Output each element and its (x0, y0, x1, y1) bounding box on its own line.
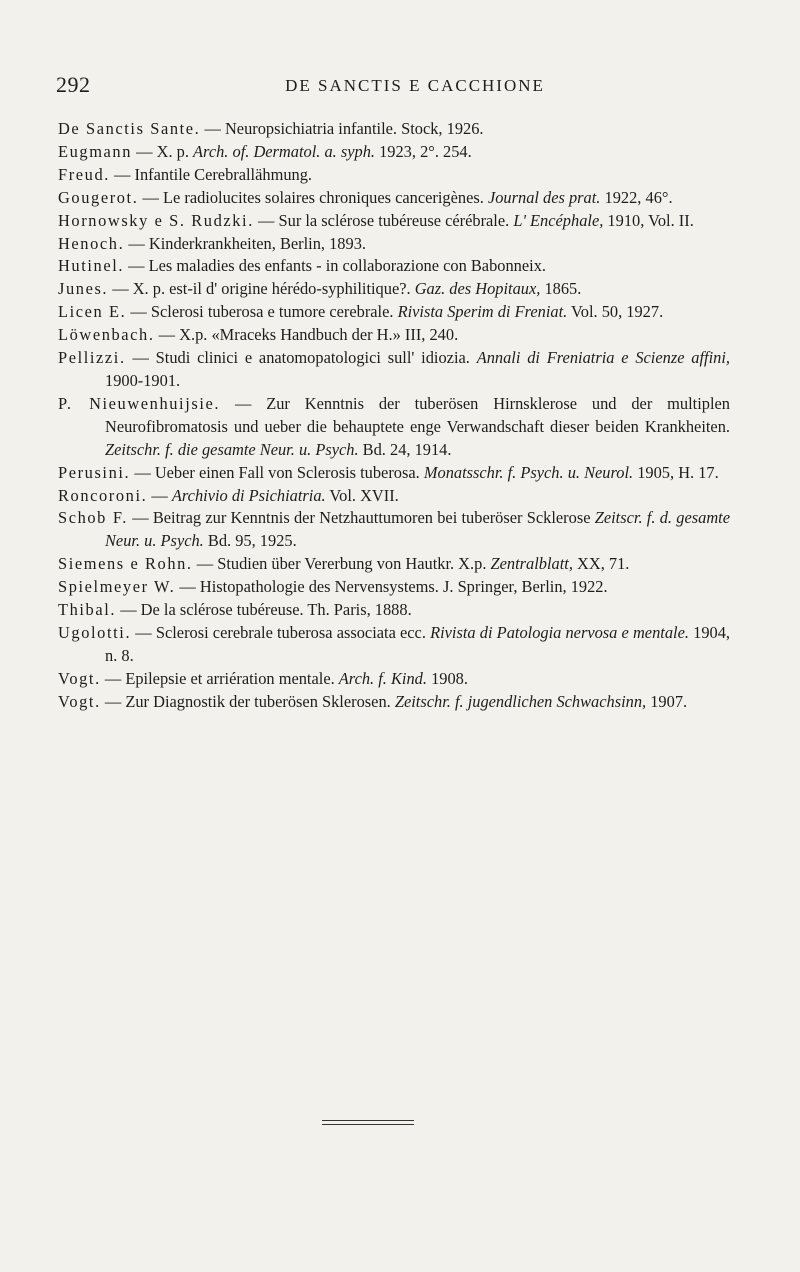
reference-text: — X. p. (132, 141, 194, 161)
reference-text: — Neuropsichiatria infantile. Stock, 1926. (200, 119, 484, 138)
reference-author: Perusini. (58, 462, 131, 482)
reference-text: — De la sclérose tubéreuse. Th. Paris, 1888. (116, 600, 412, 620)
reference-source: L' Encéphale, (513, 210, 604, 230)
reference-entry (58, 393, 730, 462)
reference-author: Freud. (58, 164, 110, 184)
reference-entry (58, 278, 730, 301)
reference-text: 1908. (426, 668, 468, 688)
reference-text: — Le radiolucites solaires chroniques cancerigènes. (138, 187, 488, 207)
reference-author: Licen E. (58, 302, 127, 322)
reference-source: Zeitschr. f. jugendlichen Schwachsinn, (394, 691, 647, 711)
end-rule (322, 1120, 414, 1125)
reference-entry (58, 485, 730, 508)
reference-entry (58, 599, 730, 622)
reference-text: — Zur Diagnostik der tuberösen Sklerosen. (100, 691, 395, 711)
reference-source: Gaz. des Hopitaux, (414, 279, 541, 299)
reference-source: Journal des prat. (487, 187, 601, 207)
reference-entry (58, 622, 730, 668)
reference-source: Monatsschr. f. Psych. u. Neurol. (423, 462, 634, 482)
reference-author: Vogt. (58, 668, 101, 688)
reference-author: Henoch. (58, 233, 125, 253)
reference-text: — Epilepsie et arriération mentale. (100, 668, 339, 688)
reference-entry (58, 301, 730, 324)
reference-author: Gougerot. (58, 187, 139, 207)
reference-source: Zeitschr. f. die gesamte Neur. u. Psych. (105, 439, 359, 459)
reference-text: — (147, 485, 172, 505)
reference-text: — Sclerosi tuberosa e tumore cerebrale. (126, 302, 398, 322)
reference-text: — Ueber einen Fall von Sclerosis tuberosa. (130, 462, 424, 482)
reference-author: Hornowsky e S. Rudzki. (58, 210, 254, 230)
reference-entry (58, 141, 730, 164)
reference-source: Archivio di Psichiatria. (171, 485, 326, 505)
reference-text: — Histopathologie des Nervensystems. J. Springer, Berlin, 1922. (175, 577, 608, 597)
reference-entry (58, 324, 730, 347)
reference-entry (58, 462, 730, 485)
reference-entry (58, 233, 730, 256)
reference-author: Eugmann (58, 141, 133, 161)
reference-entry (58, 691, 730, 714)
reference-text: — Zur Kenntnis der tuberösen Hirnsklerose und der multiplen Neurofibromatosis und ueber die behauptete enge Verwandschaft dieser beiden Krankheiten. (105, 393, 730, 436)
reference-entry (58, 164, 730, 187)
reference-author: Roncoroni. (58, 485, 148, 505)
reference-text: Bd. 24, 1914. (358, 439, 452, 459)
reference-text: — Kinderkrankheiten, Berlin, 1893. (124, 233, 366, 253)
reference-entry (58, 255, 730, 278)
reference-text: 1865. (540, 279, 582, 299)
reference-text: 1907. (646, 691, 688, 711)
reference-text: — X. p. est-il d' origine hérédo-syphilitique?. (108, 279, 415, 299)
reference-text: 1905, H. 17. (633, 462, 719, 482)
reference-author: Spielmeyer W. (58, 577, 176, 597)
reference-author: Thibal. (58, 600, 117, 620)
reference-text: 1923, 2°. 254. (375, 141, 472, 161)
reference-author: De Sanctis Sante. (58, 119, 201, 138)
reference-text: — Infantile Cerebrallähmung. (109, 164, 313, 184)
reference-entry (58, 187, 730, 210)
reference-source: Rivista di Patologia nervosa e mentale. (430, 622, 689, 642)
reference-author: Löwenbach. (58, 325, 155, 345)
reference-source: Annali di Freniatria e Scienze affini, (476, 348, 730, 368)
reference-author: P. Nieuwenhuijsie. (58, 393, 221, 413)
reference-text: — Studi clinici e anatomopatologici sull' idiozia. (125, 348, 477, 368)
reference-text: 1922, 46°. (600, 187, 673, 207)
reference-text: — Sclerosi cerebrale tuberosa associata ecc. (131, 622, 431, 642)
reference-source: Arch. f. Kind. (338, 668, 427, 688)
reference-entry (58, 507, 730, 553)
reference-text: 1900-1901. (105, 370, 181, 390)
reference-author: Vogt. (58, 691, 101, 711)
reference-source: Arch. of. Dermatol. a. syph. (193, 141, 375, 161)
reference-author: Pellizzi. (58, 348, 126, 368)
reference-text: — Beitrag zur Kenntnis der Netzhauttumoren bei tuberöser Scklerose (127, 508, 595, 528)
reference-author: Ugolotti. (58, 622, 132, 642)
reference-author: Junes. (58, 279, 109, 299)
reference-author: Hutinel. (58, 256, 125, 276)
reference-text: XX, 71. (572, 554, 630, 574)
running-title: DE SANCTIS E CACCHIONE (285, 76, 545, 95)
page-number: 292 (56, 72, 91, 97)
reference-source: Rivista Sperim di Freniat. (397, 302, 568, 322)
reference-text: Vol. 50, 1927. (567, 302, 664, 322)
reference-source: Zentralblatt, (490, 554, 573, 574)
reference-text: — X.p. «Mraceks Handbuch der H.» III, 240. (154, 325, 459, 345)
reference-text: Vol. XVII. (325, 485, 399, 505)
reference-entry (58, 210, 730, 233)
reference-list (58, 118, 730, 714)
reference-text: 1904, n. 8. (105, 622, 731, 665)
reference-author: Siemens e Rohn. (58, 554, 193, 574)
reference-text: — Les maladies des enfants - in collaborazione con Babonneix. (124, 256, 546, 276)
reference-source: Zeitscr. f. d. gesamte Neur. u. Psych. (105, 508, 730, 551)
reference-author: Schob F. (58, 508, 128, 528)
reference-text: 1910, Vol. II. (603, 210, 694, 230)
reference-entry (58, 668, 730, 691)
reference-text: Bd. 95, 1925. (203, 531, 297, 551)
reference-entry (58, 576, 730, 599)
reference-text: — Studien über Vererbung von Hautkr. X.p. (192, 554, 491, 574)
reference-entry (58, 553, 730, 576)
reference-text: — Sur la sclérose tubéreuse cérébrale. (253, 210, 514, 230)
reference-entry (58, 118, 730, 141)
reference-entry (58, 347, 730, 393)
